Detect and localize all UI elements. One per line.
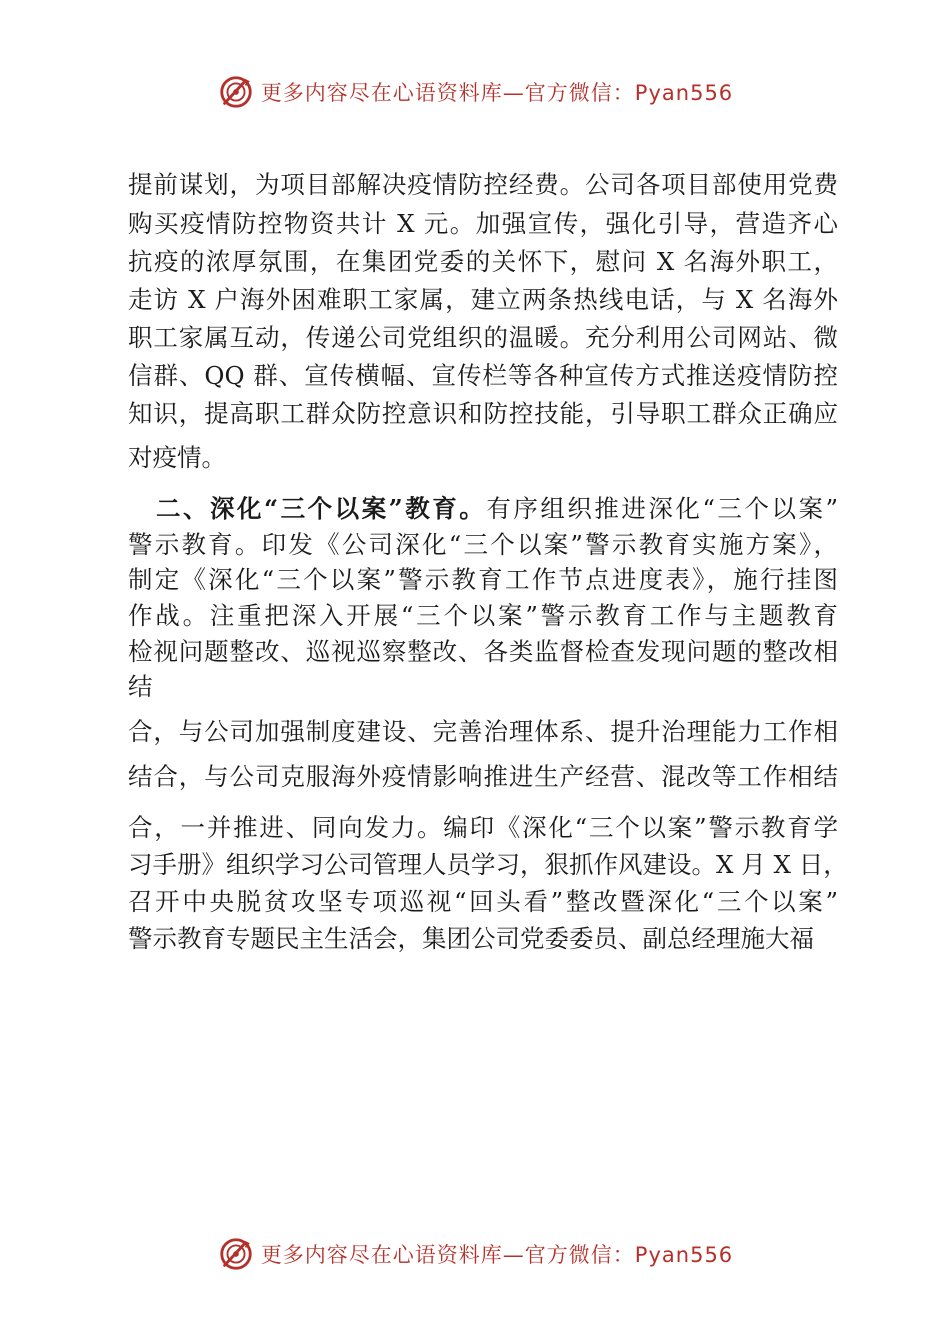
paragraph-line: 警示教育专题民主生活会，集团公司党委委员、副总经理施大福 [128,924,814,953]
paragraph-line: 提前谋划，为项目部解决疫情防控经费。公司各项目部使用党费 [128,170,838,199]
paragraph-line: 购买疫情防控物资共计 X 元。加强宣传，强化引导，营造齐心 [128,209,838,238]
paragraph-line: 作战。注重把深入开展“三个以案”警示教育工作与主题教育 [128,601,838,630]
paragraph-line: 抗疫的浓厚氛围，在集团党委的关怀下，慰问 X 名海外职工， [128,247,838,276]
paragraph-line: 结 [128,672,153,701]
paragraph-line: 习手册》组织学习公司管理人员学习，狠抓作风建设。X 月 X 日， [128,850,848,879]
paragraph-line: 警示教育。印发《公司深化“三个以案”警示教育实施方案》， [128,530,838,559]
paragraph-line: 有序组织推进深化“三个以案” [486,494,838,523]
watermark-text: 更多内容尽在心语资料库—官方微信：Pyan556 [260,1243,734,1267]
paragraph-line: 走访 X 户海外困难职工家属，建立两条热线电话，与 X 名海外 [128,285,838,314]
section-heading-line [128,493,838,525]
paragraph-line: 职工家属互动，传递公司党组织的温暖。充分利用公司网站、微 [128,323,838,352]
paragraph-line: 召开中央脱贫攻坚专项巡视“回头看”整改暨深化“三个以案” [128,887,838,916]
seal-logo-icon [217,1235,255,1273]
footer-watermark [0,1232,950,1276]
header-watermark [0,70,950,114]
paragraph-line: 信群、QQ 群、宣传横幅、宣传栏等各种宣传方式推送疫情防控 [128,361,838,390]
paragraph-line: 合，一并推进、同向发力。编印《深化“三个以案”警示教育学 [128,813,838,842]
paragraph-line: 知识，提高职工群众防控意识和防控技能，引导职工群众正确应 [128,399,838,428]
paragraph-line: 制定《深化“三个以案”警示教育工作节点进度表》，施行挂图 [128,565,838,594]
watermark-text: 更多内容尽在心语资料库—官方微信：Pyan556 [260,81,734,105]
seal-logo-icon [217,73,255,111]
section-heading: 二、深化“三个以案”教育。 [156,494,487,523]
paragraph-line: 结合，与公司克服海外疫情影响推进生产经营、混改等工作相结 [128,762,838,791]
paragraph-line: 合，与公司加强制度建设、完善治理体系、提升治理能力工作相 [128,717,838,746]
paragraph-line: 检视问题整改、巡视巡察整改、各类监督检查发现问题的整改相 [128,637,838,666]
paragraph-line: 对疫情。 [128,443,226,472]
